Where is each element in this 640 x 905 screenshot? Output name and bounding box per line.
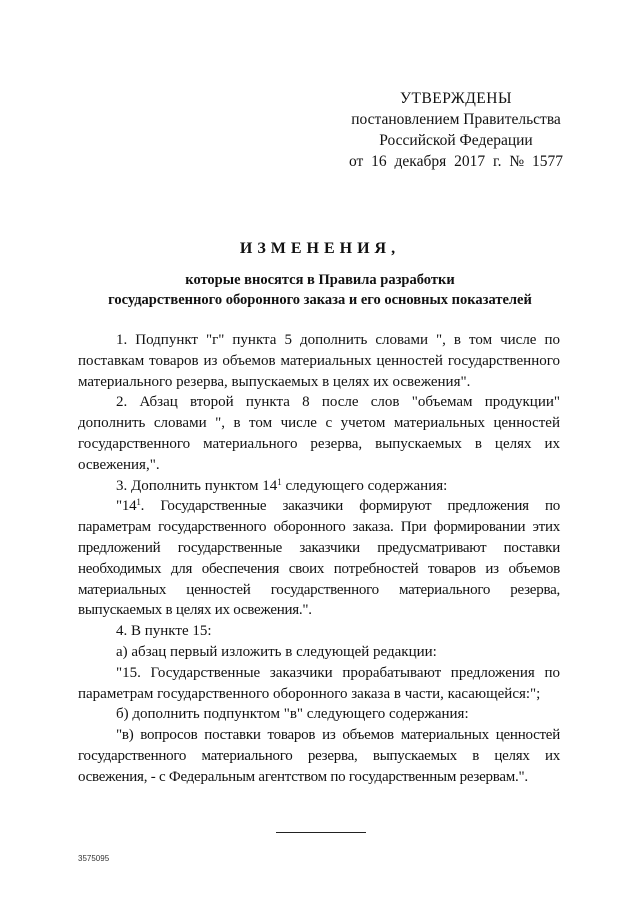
heading-subtitle: [60, 270, 580, 310]
paragraph-1: 1. Подпункт "г" пункта 5 дополнить словами ", в том числе по поставкам товаров из объемов материальных ценностей государственного материального резерва, выпускаемых в целях их освежения".: [78, 332, 560, 390]
paragraph-3-text: 3. Дополнить пунктом 14: [116, 477, 278, 494]
paragraph-3-tail: следующего содержания:: [281, 477, 448, 494]
document-body: [78, 330, 560, 788]
approval-title: УТВЕРЖДЕНЫ: [400, 90, 512, 107]
document-heading: [60, 238, 580, 310]
paragraph-14-1-lead: "14: [116, 498, 137, 515]
approval-block: [336, 88, 576, 172]
heading-subtitle-line-2: государственного оборонного заказа и его основных показателей: [108, 292, 532, 308]
heading-subtitle-line-1: которые вносятся в Правила разработки: [185, 272, 455, 288]
paragraph-2: 2. Абзац второй пункта 8 после слов "объемам продукции" дополнить словами ", в том числе с учетом материальных ценностей государственного материального резерва, выпускаемых в целях их освежения,".: [78, 394, 560, 473]
approval-date-number: от 16 декабря 2017 г. № 1577: [348, 153, 564, 170]
approval-line-2: Российской Федерации: [379, 132, 533, 149]
superscript: 1: [277, 476, 282, 487]
paragraph-15: "15. Государственные заказчики прорабатывают предложения по параметрам государственного оборонного заказа в части, касающейся:";: [78, 664, 560, 702]
paragraph-4: 4. В пункте 15:: [116, 623, 212, 640]
paragraph-14-1: [78, 496, 560, 621]
heading-title: ИЗМЕНЕНИЯ,: [239, 240, 401, 257]
approval-line-1: постановлением Правительства: [351, 111, 561, 128]
document-code: 3575095: [78, 854, 110, 863]
end-divider: [276, 832, 366, 833]
paragraph-4b: б) дополнить подпунктом "в" следующего содержания:: [116, 706, 469, 723]
superscript: 1: [136, 497, 141, 508]
paragraph-3: [78, 476, 560, 497]
paragraph-v: "в) вопросов поставки товаров из объемов материальных ценностей государственного материального резерва, выпускаемых в целях их освежения, - с Федеральным агентством по государственным резервам.".: [78, 727, 560, 785]
paragraph-14-1-text: . Государственные заказчики формируют предложения по параметрам государственного оборонного заказа. При формировании этих предложений государственные заказчики предусматривают поставки необходимых для обеспечения своих потребностей товаров из объемов материальных ценностей государственного материального резерва, выпускаемых в целях их освежения.".: [78, 498, 560, 619]
paragraph-4a: а) абзац первый изложить в следующей редакции:: [116, 643, 437, 660]
